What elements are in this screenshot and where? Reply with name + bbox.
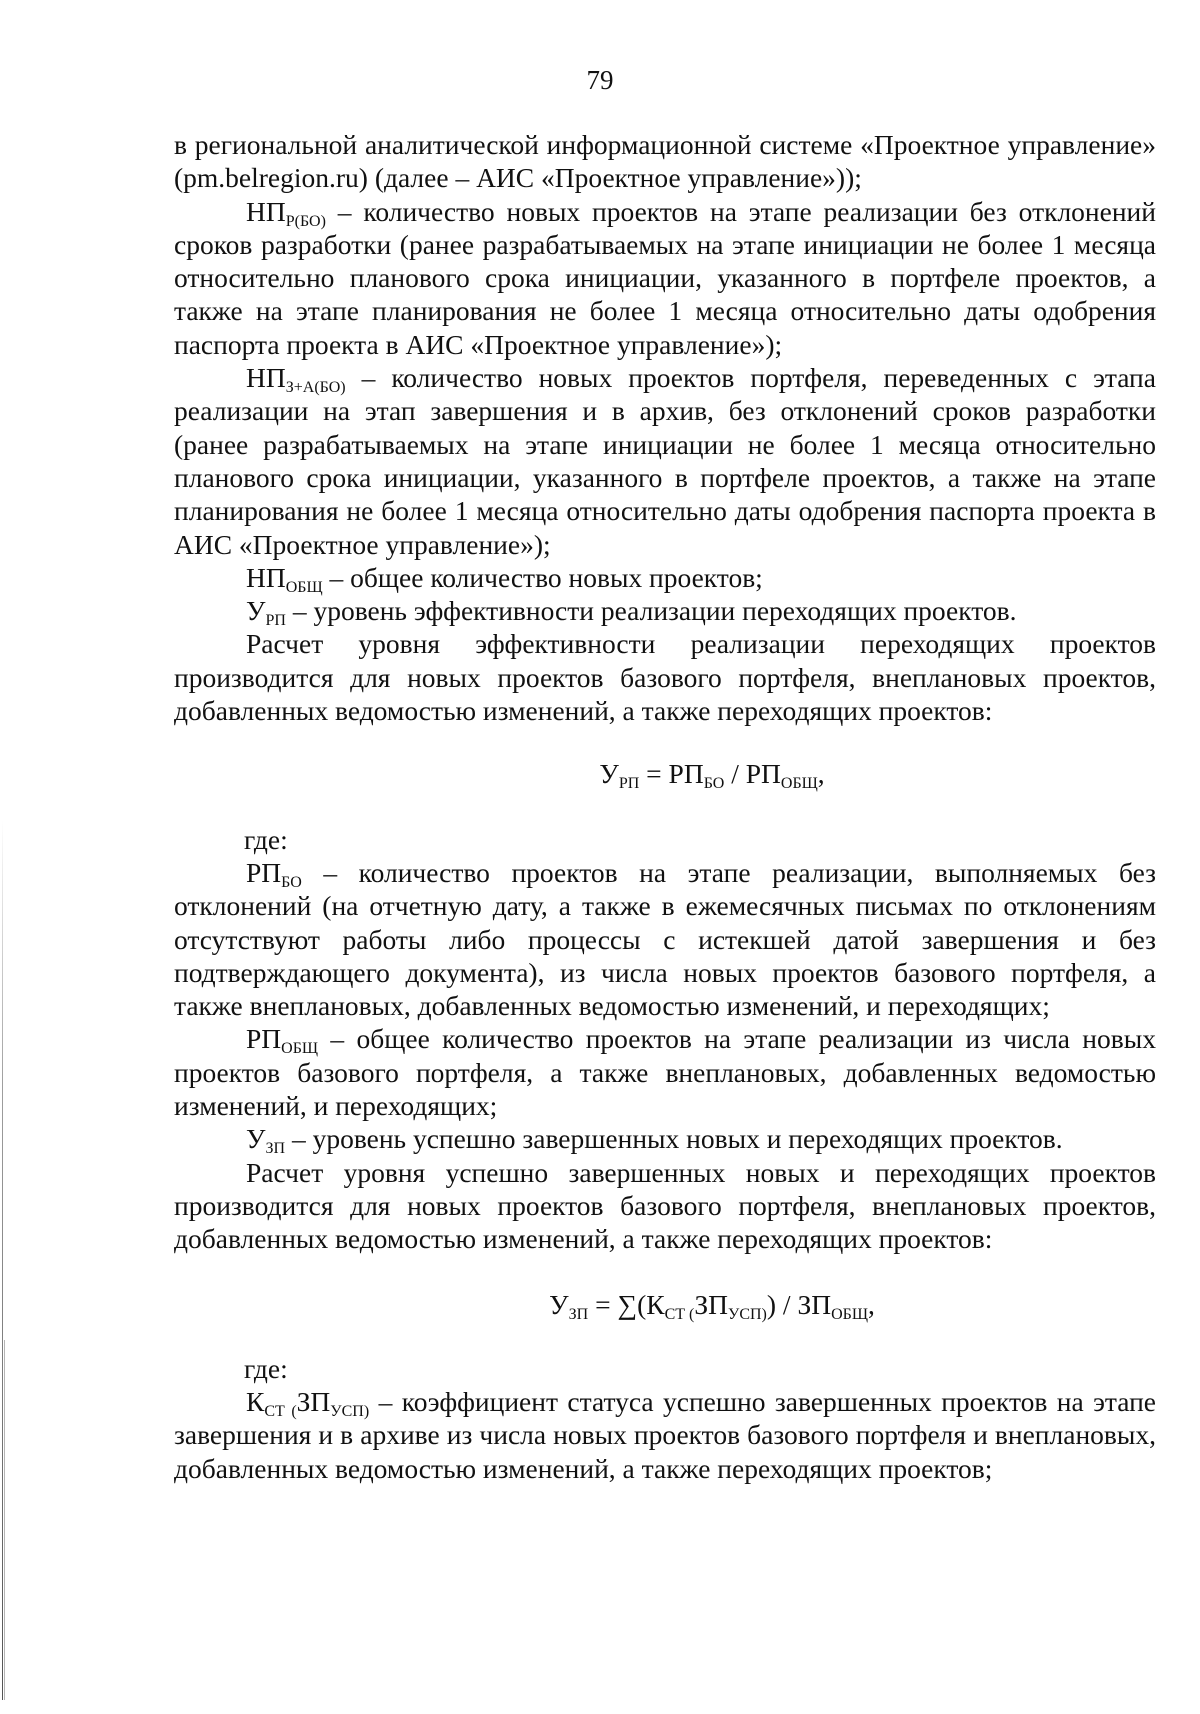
paragraph-rp-calculation-intro: Расчет уровня эффективности реализации переходящих проектов производится для новых проектов базового портфеля, внеплановых проектов, добавленных ведомостью изменений, а также переходящих проектов:: [174, 628, 1156, 727]
term-np-obsh: [246, 561, 323, 596]
term-description: – коэффициент статуса успешно завершенных проектов на этапе завершения и в архиве из числа новых проектов базового портфеля и внеплановых, добавленных ведомостью изменений, а также переходящих проектов;: [174, 1386, 1156, 1484]
term-description: – уровень эффективности реализации переходящих проектов.: [285, 595, 1017, 627]
term-subscript: З+А(БО): [285, 379, 346, 397]
formula-subscript: ЗП: [568, 1305, 589, 1323]
paragraph-u-zp: [174, 1122, 1156, 1158]
term-description: – количество проектов на этапе реализации, выполняемых без отклонений (на отчетную дату, а также в ежемесячных письмах по отклонениям отсутствуют работы либо процессы с истекшей датой завершения и без подтверждающего документа), из числа новых проектов базового портфеля, а также внеплановых, добавленных ведомостью изменений, и переходящих;: [174, 856, 1156, 1022]
formula-symbol: РП: [668, 758, 704, 790]
term-subscript: Р(БО): [285, 212, 326, 230]
formula-punctuation: ,: [817, 758, 825, 790]
paragraph-np-r-bo: [174, 195, 1156, 361]
term-description: – количество новых проектов на этапе реализации без отклонений сроков разработки (ранее разрабатываемых на этапе инициации не более 1 месяца относительно планового срока инициации, указанного в портфеле проектов, а также на этапе планирования не более 1 месяца относительно даты одобрения паспорта проекта в АИС «Проектное управление»);: [174, 195, 1156, 360]
paragraph-k-st-zp: [174, 1385, 1156, 1485]
term-description: – общее количество проектов на этапе реализации из числа новых проектов базового портфеля, а также внеплановых, добавленных ведомостью изменений, и переходящих;: [174, 1023, 1156, 1122]
formula-subscript: ОБЩ: [831, 1305, 868, 1323]
term-symbol: РП: [246, 1023, 282, 1055]
formula-operator: /: [724, 758, 746, 790]
formula-symbol: ЗП: [694, 1288, 728, 1320]
term-subscript: РП: [265, 612, 286, 630]
formula-subscript: БО: [703, 775, 725, 793]
paragraph-np-obsh: [174, 561, 1156, 594]
term-symbol: У: [246, 1123, 266, 1155]
formula-symbol: У: [599, 758, 619, 790]
formula-subscript: РП: [618, 775, 640, 793]
formula-operator: ) / ЗП: [766, 1288, 832, 1320]
term-subscript: СТ (: [264, 1403, 297, 1421]
scan-edge-artifact: [2, 820, 3, 1700]
term-description: – уровень успешно завершенных новых и переходящих проектов.: [285, 1123, 1063, 1155]
term-description: – общее количество новых проектов;: [322, 561, 763, 593]
paragraph-zp-calculation-intro: Расчет уровня успешно завершенных новых и переходящих проектов производится для новых проектов базового портфеля, внеплановых проектов, добавленных ведомостью изменений, а также переходящих проектов:: [174, 1156, 1156, 1255]
formula-subscript: СТ (: [664, 1305, 695, 1323]
formula-operator: = ∑(К: [588, 1288, 665, 1320]
where-label-2: где:: [244, 1352, 288, 1384]
term-symbol: У: [246, 595, 266, 627]
document-body: [174, 128, 1156, 1485]
formula-u-rp: [174, 757, 1156, 793]
term-symbol: НП: [246, 561, 286, 593]
term-description: – количество новых проектов портфеля, переведенных с этапа реализации на этап завершения и в архив, без отклонений сроков разработки (ранее разрабатываемых на этапе инициации не более 1 месяца относительно планового срока инициации, указанного в портфеле проектов, а также на этапе планирования не более 1 месяца относительно даты одобрения паспорта проекта в АИС «Проектное управление»);: [174, 362, 1156, 560]
paragraph-u-rp: [174, 594, 1156, 630]
paragraph-np-za-bo: [174, 361, 1156, 561]
paragraph-ais-definition: в региональной аналитической информационной системе «Проектное управление» (pm.belregion.ru) (далее – АИС «Проектное управление»));: [174, 129, 1156, 194]
term-u-rp: [246, 595, 286, 630]
term-subscript: УСП): [330, 1403, 370, 1421]
formula-subscript: ОБЩ: [780, 775, 818, 793]
term-np-r-bo: [246, 195, 326, 230]
formula-u-zp: [174, 1288, 1156, 1321]
formula-punctuation: ,: [867, 1288, 875, 1320]
formula-symbol: У: [549, 1288, 569, 1320]
term-symbol: НП: [246, 195, 286, 227]
term-rp-bo: [246, 856, 302, 891]
term-subscript: БО: [281, 873, 302, 891]
term-symbol: РП: [246, 856, 282, 888]
term-k-st-zp: [246, 1386, 370, 1421]
term-np-za-bo: [246, 362, 346, 397]
term-subscript: ОБЩ: [281, 1040, 319, 1058]
term-symbol: К: [246, 1386, 265, 1418]
paragraph-rp-bo: [174, 856, 1156, 1022]
term-u-zp: [246, 1123, 286, 1158]
term-rp-obsh: [246, 1023, 319, 1058]
term-subscript: ОБЩ: [285, 578, 323, 596]
page-number: 79: [586, 65, 614, 95]
formula-operator: =: [639, 758, 669, 790]
formula-symbol: РП: [745, 758, 781, 790]
formula-subscript: УСП): [728, 1305, 767, 1323]
scan-edge-artifact: [4, 1340, 5, 1700]
where-label-1: где:: [244, 823, 288, 855]
term-symbol: НП: [246, 362, 286, 394]
paragraph-rp-obsh: [174, 1022, 1156, 1122]
term-subscript: ЗП: [265, 1140, 286, 1158]
term-symbol: ЗП: [296, 1386, 331, 1418]
